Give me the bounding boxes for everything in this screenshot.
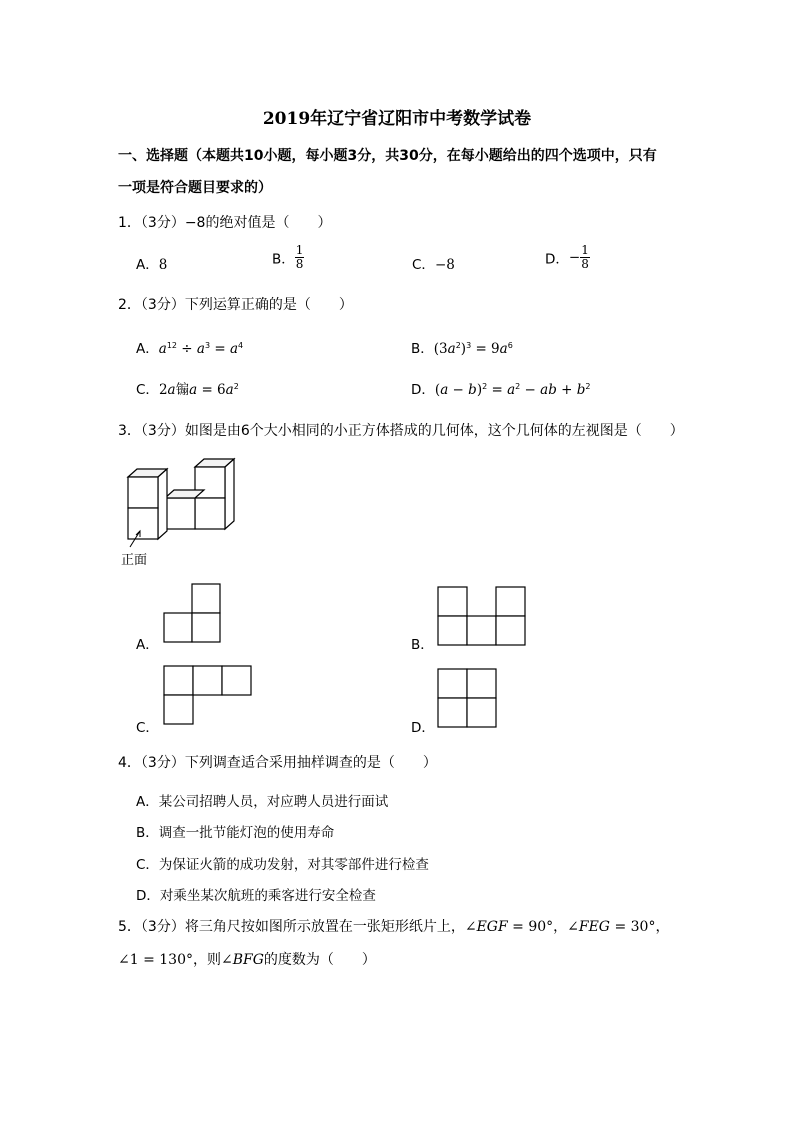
q4-option-c: C．为保证火箭的成功发射，对其零部件进行检查: [136, 857, 429, 873]
q1-stem: 1．（3分）−8的绝对值是（ ）: [118, 215, 332, 231]
section-heading-line1: 一、选择题（本题共10小题，每小题3分，共30分，在每小题给出的四个选项中，只有: [118, 148, 657, 164]
front-label: 正面: [121, 553, 148, 568]
q5-stem-line2: ∠1 = 130°，则∠BFG的度数为（ ）: [118, 952, 376, 968]
q1-option-d: D．− $\frac{1}{8}$: [545, 243, 589, 271]
q5-stem-line1: 5．（3分）将三角尺按如图所示放置在一张矩形纸片上，∠EGF = 90°，∠FEG = 30°，: [118, 919, 670, 935]
q1-option-b: B． $\frac{1}{8}$: [272, 243, 304, 271]
page-title: 2019年辽宁省辽阳市中考数学试卷: [262, 109, 532, 129]
q3-option-d-label: D．: [411, 720, 435, 736]
q4-option-d: D．对乘坐某次航班的乘客进行安全检查: [136, 888, 376, 904]
q3-option-b-figure: [437, 586, 529, 648]
q4-stem: 4．（3分）下列调查适合采用抽样调查的是（ ）: [118, 755, 437, 771]
q3-option-d-figure: [437, 668, 499, 730]
q3-option-a-figure: [163, 583, 223, 645]
q2-stem: 2．（3分）下列运算正确的是（ ）: [118, 297, 353, 313]
q3-option-b-label: B．: [411, 637, 434, 653]
q4-option-a: A．某公司招聘人员，对应聘人员进行面试: [136, 794, 389, 810]
q3-option-c-figure: [163, 665, 255, 727]
q2-option-b: B．$(3a^2)^3 = 9a^6$: [411, 341, 513, 357]
q1-option-c: C．−8: [412, 257, 455, 273]
q2-option-c: C．2a䦂$a = 6a^2$: [136, 382, 239, 398]
q2-option-a: A．$a^{12} \div a^3 = a^4$: [136, 341, 244, 357]
q4-option-b: B．调查一批节能灯泡的使用寿命: [136, 825, 335, 841]
q1-option-a: A．8: [136, 257, 168, 273]
q3-stem: 3．（3分）如图是由6个大小相同的小正方体搭成的几何体，这个几何体的左视图是（ ）: [118, 423, 684, 439]
q3-option-c-label: C．: [136, 720, 159, 736]
section-heading-line2: 一项是符合题目要求的）: [118, 180, 272, 196]
q3-option-a-label: A．: [136, 637, 159, 653]
q2-option-d: D．$(a - b)^2 = a^2$ − ab + $b^2$: [411, 382, 591, 398]
